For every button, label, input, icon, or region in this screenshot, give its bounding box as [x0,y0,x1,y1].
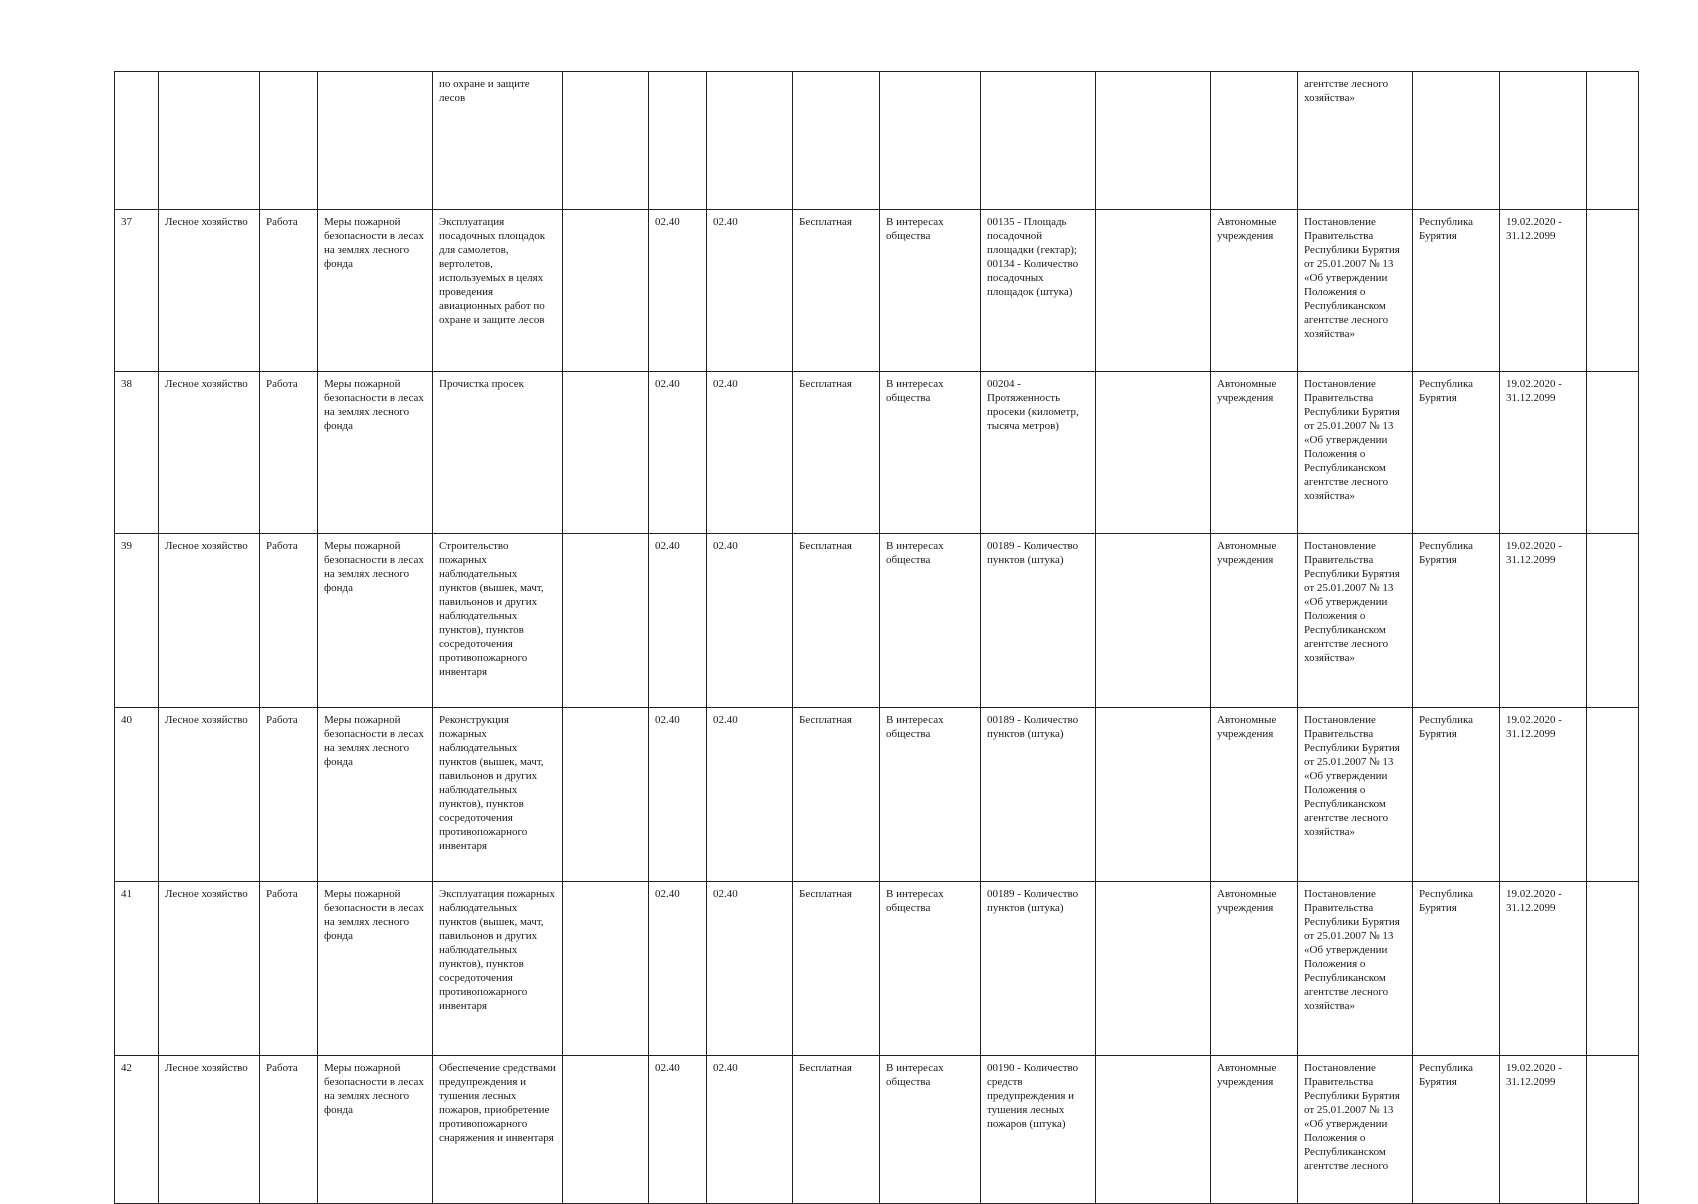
cell-period: 19.02.2020 - 31.12.2099 [1500,1056,1587,1204]
cell-indicator: 00190 - Количество средств предупреждения и тушения лесных пожаров (штука) [981,1056,1096,1204]
cell-blank [1096,72,1211,210]
cell-category: Меры пожарной безопасности в лесах на землях лесного фонда [318,882,433,1056]
cell-period: 19.02.2020 - 31.12.2099 [1500,882,1587,1056]
cell-category: Меры пожарной безопасности в лесах на землях лесного фонда [318,372,433,534]
cell-code-1: 02.40 [649,372,707,534]
cell-type: Работа [260,708,318,882]
cell-content: Эксплуатация пожарных наблюдательных пунктов (вышек, мачт, павильонов и других наблюдательных пунктов), пунктов сосредоточения противопожарного инвентаря [433,882,563,1056]
cell-blank [1587,372,1639,534]
cell-blank [1587,708,1639,882]
cell-indicator [981,72,1096,210]
cell-legal-basis: Постановление Правительства Республики Бурятия от 25.01.2007 № 13 «Об утверждении Положения о Республиканском агентстве лесного хозяйства» [1298,882,1413,1056]
table-row-continuation [115,72,1639,210]
cell-period: 19.02.2020 - 31.12.2099 [1500,210,1587,372]
table-row [115,882,1639,1056]
cell-indicator: 00189 - Количество пунктов (штука) [981,534,1096,708]
cell-region: Республика Бурятия [1413,372,1500,534]
cell-code-1: 02.40 [649,882,707,1056]
cell-institutions: Автономные учреждения [1211,210,1298,372]
cell-indicator: 00135 - Площадь посадочной площадки (гектар); 00134 - Количество посадочных площадок (штука) [981,210,1096,372]
cell-institutions: Автономные учреждения [1211,882,1298,1056]
cell-blank [563,210,649,372]
cell-code-2: 02.40 [707,534,793,708]
cell-sector: Лесное хозяйство [159,1056,260,1204]
cell-type [260,72,318,210]
cell-code-2: 02.40 [707,882,793,1056]
cell-code-2: 02.40 [707,372,793,534]
cell-content: Эксплуатация посадочных площадок для самолетов, вертолетов, используемых в целях проведения авиационных работ по охране и защите лесов [433,210,563,372]
cell-category: Меры пожарной безопасности в лесах на землях лесного фонда [318,708,433,882]
cell-institutions: Автономные учреждения [1211,708,1298,882]
table-row [115,1056,1639,1204]
cell-category: Меры пожарной безопасности в лесах на землях лесного фонда [318,534,433,708]
cell-category: Меры пожарной безопасности в лесах на землях лесного фонда [318,210,433,372]
cell-interest: В интересах общества [880,882,981,1056]
cell-institutions [1211,72,1298,210]
table-row [115,708,1639,882]
cell-blank [1587,882,1639,1056]
cell-type: Работа [260,882,318,1056]
cell-blank [1587,534,1639,708]
cell-institutions: Автономные учреждения [1211,1056,1298,1204]
cell-blank [1096,1056,1211,1204]
cell-type: Работа [260,210,318,372]
cell-indicator: 00189 - Количество пунктов (штука) [981,708,1096,882]
table-row [115,210,1639,372]
cell-period [1500,72,1587,210]
cell-blank [1587,210,1639,372]
cell-sector: Лесное хозяйство [159,708,260,882]
cell-content: Реконструкция пожарных наблюдательных пунктов (вышек, мачт, павильонов и других наблюдательных пунктов), пунктов сосредоточения противопожарного инвентаря [433,708,563,882]
cell-interest: В интересах общества [880,1056,981,1204]
cell-period: 19.02.2020 - 31.12.2099 [1500,708,1587,882]
cell-content: Обеспечение средствами предупреждения и тушения лесных пожаров, приобретение противопожарного снаряжения и инвентаря [433,1056,563,1204]
cell-blank [563,72,649,210]
cell-interest: В интересах общества [880,372,981,534]
cell-category [318,72,433,210]
cell-num: 41 [115,882,159,1056]
cell-code-1: 02.40 [649,708,707,882]
cell-region: Республика Бурятия [1413,882,1500,1056]
cell-region: Республика Бурятия [1413,210,1500,372]
cell-region: Республика Бурятия [1413,534,1500,708]
cell-type: Работа [260,534,318,708]
cell-blank [1096,882,1211,1056]
cell-content: по охране и защите лесов [433,72,563,210]
cell-num: 38 [115,372,159,534]
cell-num: 40 [115,708,159,882]
cell-region: Республика Бурятия [1413,1056,1500,1204]
cell-blank [1096,708,1211,882]
cell-blank [1096,210,1211,372]
cell-payment: Бесплатная [793,210,880,372]
cell-period: 19.02.2020 - 31.12.2099 [1500,534,1587,708]
cell-payment: Бесплатная [793,1056,880,1204]
cell-blank [1587,72,1639,210]
cell-legal-basis: Постановление Правительства Республики Бурятия от 25.01.2007 № 13 «Об утверждении Положения о Республиканском агентстве лесного хозяйства» [1298,534,1413,708]
cell-period: 19.02.2020 - 31.12.2099 [1500,372,1587,534]
cell-blank [1587,1056,1639,1204]
cell-num [115,72,159,210]
registry-table [114,71,1639,1204]
cell-sector: Лесное хозяйство [159,534,260,708]
cell-payment: Бесплатная [793,372,880,534]
cell-code-2: 02.40 [707,708,793,882]
cell-code-1: 02.40 [649,534,707,708]
cell-region: Республика Бурятия [1413,708,1500,882]
cell-interest: В интересах общества [880,210,981,372]
cell-blank [1096,534,1211,708]
table-body [115,72,1639,1204]
cell-code-2: 02.40 [707,1056,793,1204]
cell-interest: В интересах общества [880,708,981,882]
cell-institutions: Автономные учреждения [1211,372,1298,534]
cell-content: Прочистка просек [433,372,563,534]
cell-blank [563,1056,649,1204]
cell-blank [563,372,649,534]
cell-institutions: Автономные учреждения [1211,534,1298,708]
cell-code-1: 02.40 [649,1056,707,1204]
table-row [115,372,1639,534]
cell-sector: Лесное хозяйство [159,372,260,534]
cell-code-1 [649,72,707,210]
cell-blank [563,708,649,882]
cell-indicator: 00189 - Количество пунктов (штука) [981,882,1096,1056]
cell-content: Строительство пожарных наблюдательных пунктов (вышек, мачт, павильонов и других наблюдательных пунктов), пунктов сосредоточения противопожарного инвентаря [433,534,563,708]
cell-num: 37 [115,210,159,372]
cell-legal-basis: Постановление Правительства Республики Бурятия от 25.01.2007 № 13 «Об утверждении Положения о Республиканском агентстве лесного [1298,1056,1413,1204]
cell-payment: Бесплатная [793,534,880,708]
cell-type: Работа [260,372,318,534]
cell-type: Работа [260,1056,318,1204]
cell-sector [159,72,260,210]
cell-legal-basis: Постановление Правительства Республики Бурятия от 25.01.2007 № 13 «Об утверждении Положения о Республиканском агентстве лесного хозяйства» [1298,372,1413,534]
cell-sector: Лесное хозяйство [159,882,260,1056]
cell-legal-basis: Постановление Правительства Республики Бурятия от 25.01.2007 № 13 «Об утверждении Положения о Республиканском агентстве лесного хозяйства» [1298,708,1413,882]
cell-legal-basis: агентстве лесного хозяйства» [1298,72,1413,210]
cell-payment: Бесплатная [793,708,880,882]
cell-blank [563,882,649,1056]
cell-code-1: 02.40 [649,210,707,372]
cell-category: Меры пожарной безопасности в лесах на землях лесного фонда [318,1056,433,1204]
cell-code-2 [707,72,793,210]
cell-code-2: 02.40 [707,210,793,372]
cell-interest [880,72,981,210]
table-row [115,534,1639,708]
cell-blank [1096,372,1211,534]
cell-region [1413,72,1500,210]
cell-num: 39 [115,534,159,708]
cell-payment [793,72,880,210]
cell-payment: Бесплатная [793,882,880,1056]
cell-num: 42 [115,1056,159,1204]
cell-blank [563,534,649,708]
cell-legal-basis: Постановление Правительства Республики Бурятия от 25.01.2007 № 13 «Об утверждении Положения о Республиканском агентстве лесного хозяйства» [1298,210,1413,372]
cell-sector: Лесное хозяйство [159,210,260,372]
cell-indicator: 00204 - Протяженность просеки (километр, тысяча метров) [981,372,1096,534]
cell-interest: В интересах общества [880,534,981,708]
